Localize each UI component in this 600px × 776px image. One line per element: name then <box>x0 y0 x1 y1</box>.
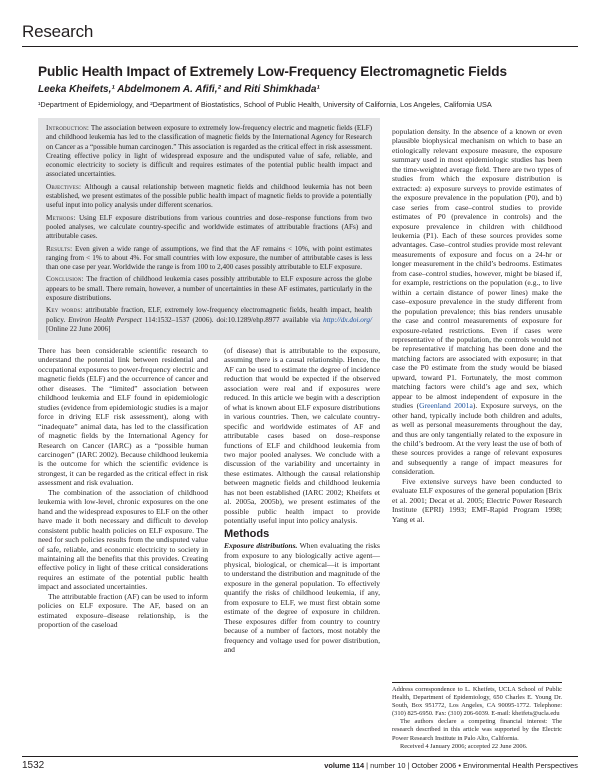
abstract-conclusion-label: Conclusion: <box>46 275 84 284</box>
intro-paragraph-3: The attributable fraction (AF) can be used to inform policies on ELF exposure. The AF, based on an estimated exposure–disease relationship, is the proportion of the caseload <box>38 591 208 630</box>
abstract-objectives-label: Objectives: <box>46 182 82 191</box>
exposure-run-in-heading: Exposure distributions. <box>224 541 298 551</box>
article-affiliation: ¹Department of Epidemiology, and ²Department of Biostatistics, School of Public Health, University of California, Los Angeles, California USA <box>38 100 492 109</box>
body-column-middle <box>224 346 380 655</box>
bottom-rule <box>22 756 578 757</box>
abstract-keywords <box>46 306 372 334</box>
volume-label: volume 114 <box>324 761 365 770</box>
correspondence-notes <box>392 686 562 751</box>
exposure-paragraph-2-text-b: ). Exposure surveys, on the other hand, typically include both children and adults, as well as personal measurements throughout the day, and thus are only tangentially related to the exposure in the child’s bedroom. At the very least the use of both of these sources provides a range of relevant exposures and subsequently a range of impact measures for consideration. <box>392 401 562 477</box>
exposure-paragraph-1 <box>224 541 380 654</box>
reference-link-greenland[interactable]: Greenland 2001a <box>419 401 473 411</box>
issue-date: October 2006 <box>411 761 457 770</box>
article-title: Public Health Impact of Extremely Low-Frequency Electromagnetic Fields <box>38 64 507 79</box>
exposure-paragraph-3: Five extensive surveys have been conducted to evaluate ELF exposures of the general population [Brix et al. 2001; Decat et al. 2005; Electric Power Research Institute (EPRI) 1993; EMF-Rapid Program 1998; Yang et al. <box>392 476 562 524</box>
abstract-keywords-text: attributable fraction, ELF, extremely low-frequency electromagnetic fields, health impact, health policy. <box>46 306 372 324</box>
competing-interest-note: The authors declare a competing financial interest: The research described in this article was supported by the Electric Power Research Institute in Palo Alto, California. <box>392 718 562 742</box>
abstract-objectives <box>46 183 372 211</box>
exposure-paragraph-2-text-a: population density. In the absence of a known or even plausible biophysical mechanism on which to base an etiologically relevant exposure measure, the exposure summary used in most epidemiologic studies has been the time-weighted average field. There are two types of studies from which the exposure distribution is extracted: a) exposure surveys to provide estimates of the exposure prevalence in the population (P0), and b) case series from case–control studies to provide estimates of P0 (prevalence in controls) and the exposure prevalence in children with childhood leukemia (P1). Each of these sources provides some advantages. Case–control studies provide most relevant measurements of exposure and focus on a 24-hr or longer measurement in the child’s bedrooms. Estimates from case–control studies, however, might be biased if, for example, restrictions on the population (e.g., to live within a certain distance of power lines) make the case–exposure prevalence in the study different from the population prevalence; this bias renders unusable the case and control measurements of exposure for exposure-related restrictions. Even if cases were representative of the population, the controls would not be representative if matching has been done and the matching factors are associated with exposure; in that case the P0 estimate from the study would be biased upward, toward P1. Fortunately, the most common matching factors were child’s age and sex, which appear to be almost independent of exposure in the studies ( <box>392 127 562 411</box>
correspondence-address: Address correspondence to L. Kheifets, UCLA School of Public Health, Department of Epidemiology, 650 Charles E. Young Dr. South, Box 951772, Los Angeles, CA 90095-1772. Telephone: (310) 825-6950. Fax: (310) 206-6039. E-mail: kheifets@ucla.edu <box>392 686 562 718</box>
intro-paragraph-2: The combination of the association of childhood leukemia with low-level, chronic exposures on the one hand and the widespread exposures to ELF on the other have made it both necessary and difficult to develop consistent public health policies on ELF exposure. The need for such policies results from the undisputed value of safe, reliable, and economic electricity to society in maintaining all the benefits that this provides. Creating effective policy in light of these critical considerations requires an estimate of the potential public health impact and associated uncertainties. <box>38 487 208 592</box>
page-number: 1532 <box>22 760 45 771</box>
citation-journal: Environ Health Perspect <box>68 315 142 324</box>
intro-paragraph-4: (of disease) that is attributable to the exposure, assuming there is a causal relationship. Hence, the AF can be used to estimate the degree of incidence reduction that would be expected if the observed association were real and if exposures were reduced. In this article we begin with a description of what is known about ELF exposure distributions in various countries. Then, we calculate country-specific and worldwide estimates of AF and attributable cases based on dose–response functions of ELF and childhood leukemia from two major pooled analyses. We conclude with a discussion of the variability and uncertainty in these estimates. Although the causal relationship between magnetic fields and childhood leukemia has not been established (IARC 2002; Kheifets et al. 2005a, 2005b), we present estimates of the possible public health impact to provide potentially useful input into policy analysis. <box>224 346 380 526</box>
abstract-conclusion <box>46 275 372 303</box>
body-column-right <box>392 127 562 524</box>
abstract-conclusion-text: The fraction of childhood leukemia cases possibly attributable to ELF exposure across the globe appears to be small. There remain, however, a number of uncertainties in these AF estimates, particularly in the exposure distributions. <box>46 275 373 303</box>
abstract-methods <box>46 214 372 242</box>
abstract-methods-text: Using ELF exposure distributions from various countries and dose–response functions from two pooled analyses, we calculate country-specific and worldwide estimates of attributable fractions (AFs) and attributable cases. <box>46 213 372 241</box>
abstract-introduction-label: Introduction: <box>46 124 90 132</box>
citation-online-date: [Online 22 June 2006] <box>46 324 111 333</box>
doi-link[interactable]: http://dx.doi.org/ <box>323 315 373 324</box>
journal-info: volume 114 | number 10 | October 2006 • Environmental Health Perspectives <box>324 761 578 770</box>
exposure-paragraph-1-text: When evaluating the risks from exposure to any biologically active agent—physical, biological, or chemical—it is important to understand the distribution and magnitude of the exposure in the general population. To effectively quantify the risks of childhood leukemia, if any, from exposure to ELF, we must first obtain some estimate of the degree of exposure in children. These exposures differ from country to country because of a number of factors, most notably the frequency and voltage used for power distribution, and <box>224 541 381 655</box>
top-rule <box>22 46 578 47</box>
intro-paragraph-1: There has been considerable scientific research to understand the potential link between residential and occupational exposures to power-frequency electric and magnetic fields (ELF) and the occurrence of cancer and other diseases. The “limited” association between childhood leukemia and ELF found in epidemiologic studies (evidence from epidemiologic studies is a major force in driving ELF risk assessment), along with “inadequate” animal data, has led to the classification of magnetic fields by the International Agency for Research on Cancer (IARC) as a “possible human carcinogen” (IARC 2002). Because childhood leukemia is the outcome for which the scientific evidence is strongest, it can be regarded as the critical effect in risk assessment and risk evaluation. <box>38 346 208 488</box>
abstract-introduction-text: The association between exposure to extremely low-frequency electric and magnetic fields (ELF) and childhood leukemia has led to the classification of magnetic fields by the International Agency for Research on Cancer as a “possible human carcinogen.” This association is regarded as the critical effect in risk assessment. Creating effective policy in light of widespread exposure and the undisputed value of safe, reliable, and economic electricity to society is difficult and requires estimates of the potential public health impact and associated uncertainties. <box>46 124 373 179</box>
abstract-box <box>38 118 380 340</box>
abstract-keywords-label: Key words: <box>46 306 83 315</box>
citation-details: 114:1532–1537 (2006). doi:10.1289/ehp.8977 available via <box>144 315 321 324</box>
abstract-results <box>46 245 372 273</box>
abstract-results-label: Results: <box>46 244 73 253</box>
abstract-results-text: Even given a wide range of assumptions, we find that the AF remains < 10%, with point estimates ranging from < 1% to about 4%. For small countries with low exposure, the number of attributable cases is less than one case per year. Worldwide the range is from 100 to 2,400 cases possibly attributable to ELF exposure. <box>46 244 373 272</box>
methods-heading: Methods <box>224 527 270 540</box>
exposure-paragraph-2 <box>392 127 562 477</box>
notes-rule <box>392 682 562 683</box>
journal-name: Environmental Health Perspectives <box>462 761 578 770</box>
received-accepted-dates: Received 4 January 2006; accepted 22 June 2006. <box>400 742 528 750</box>
abstract-objectives-text: Although a causal relationship between magnetic fields and childhood leukemia has not been established, we present estimates of the possible public health impact of magnetic fields to provide a potentially useful input into policy analysis under different scenarios. <box>46 182 372 210</box>
body-column-left <box>38 346 208 630</box>
abstract-methods-label: Methods: <box>46 213 76 222</box>
section-label: Research <box>22 22 94 41</box>
article-authors: Leeka Kheifets,¹ Abdelmonem A. Afifi,² and Riti Shimkhada¹ <box>38 84 320 95</box>
issue-number: number 10 <box>370 761 406 770</box>
abstract-introduction <box>46 124 372 180</box>
